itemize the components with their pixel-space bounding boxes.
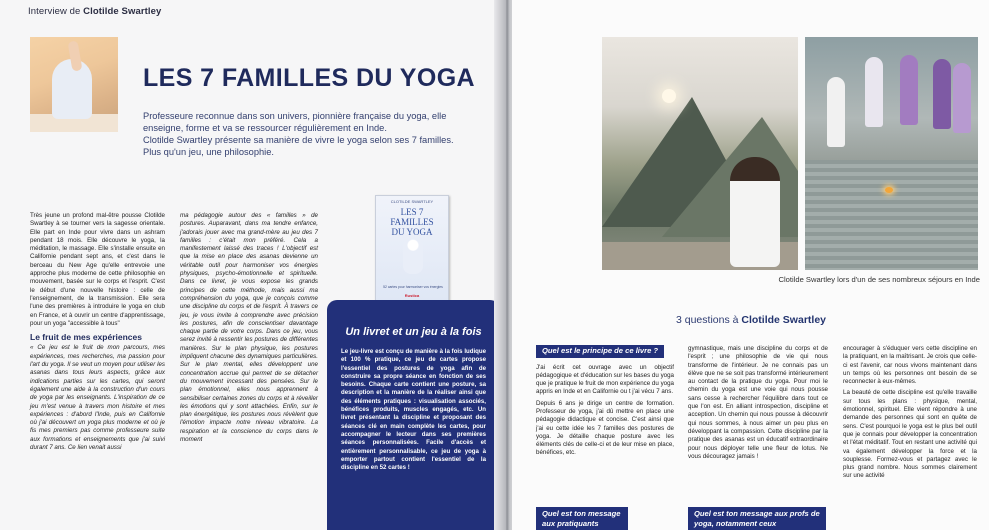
answer-paragraph: La beauté de cette discipline est qu'elle travaille sur tous les plans : physique, mental, émotionnel, spirituel. Elle vient répondre à une demande des personnes qui sont en quête de sens. C'est pourquoi le yoga est le plus bel outil que je connais pour développer la concentration et l'état méditatif. Tout en restant une activité qui va également développer la force et la souplesse. Formez-vous et partagez avec le plus grand nombre. Nous sommes clairement sur une activité (843, 389, 977, 480)
book-title: LES 7 FAMILLES DU YOGA (390, 207, 434, 237)
body-paragraph: Très jeune un profond mal-être pousse Clotilde Swartley à se tourner vers la sagesse orientale. Elle part en Inde pour vivre dans un ashram pendant 18 mois. Elle découvre le yoga, la méditation, le massage. Elle s'installe ensuite en Californie pendant sept ans, et c'est dans le berceau du New Age qu'elle entrevoie une approche plus moderne de cette philosophie en mouvement, basée sur le corps et l'esprit. C'est le début d'une nouvelle histoire : celle de l'enseignement, de la transmission. Elle sera l'une des premières à introduire le yoga en club en France, et à ouvrir un centre d'apprentissage, pour un yoga "accessible à tous" (30, 212, 165, 327)
qa-column-2 (688, 345, 828, 461)
answer-paragraph: encourager à s'éduquer vers cette discipline en la pratiquant, en la maîtrisant. Je crois que celle-ci est l'avenir, car nous vivons maintenant dans un temps où les personnes ont besoin de se reconnecter à eux-mêmes. (843, 345, 977, 386)
interview-header: Interview de Clotilde Swartley (28, 6, 162, 17)
article-title: LES 7 FAMILLES DU YOGA (143, 64, 475, 92)
question-tag: Quel est ton message aux pratiquants (536, 507, 628, 530)
book-info-box (327, 300, 500, 530)
book-subtitle: 52 cartes pour harmoniser vos énergies (383, 285, 443, 289)
section-subhead: Le fruit de mes expériences (30, 332, 142, 343)
qa-column-1 (536, 345, 674, 458)
river-ceremony-photo (805, 37, 978, 270)
book-figure (403, 238, 423, 274)
questions-heading: 3 questions à Clotilde Swartley (676, 314, 826, 326)
book-cover-image (375, 195, 449, 302)
book-publisher: Rustica (404, 293, 420, 298)
answer-paragraph: J'ai écrit cet ouvrage avec un objectif pédagogique et d'éducation sur les bases du yoga que je pratique le fruit de mon expérience du yoga appris en Inde et en Californie ou t j'ai vécu 7 ans. (536, 363, 674, 396)
photo-caption: Clotilde Swartley lors d'un de ses nombreux séjours en Inde (778, 275, 980, 284)
article-intro (143, 110, 463, 158)
body-paragraph: ma pédagogie autour des « familles » de postures. Auparavant, dans ma tendre enfance, j'adorais jouer avec ma grand-mère au jeu des 7 familles : c'était mon préféré. Cela a manifestement laissé des traces ! L'objectif est que la mise en place des asanas devienne un véritable outil pour harmoniser vos énergies physiques, psycho-émotionnelle et spirituelle. Dans ce livret, je vous expose les grands principes de cette méthode, mais aussi ma compréhension du yoga, que je conçois comme une discipline du corps et de l'esprit. À travers ce jeu, je vous invite à comprendre avec précision les postures, afin de conscientiser davantage chaque partie de votre corps. Dans ce jeu, vous serez invité à ressentir les postures de différentes manières. Sur le plan physique, les postures impliquent chacune des dynamiques particulières. Sur le plan mental, elles développent une concentration accrue qui permet de se détacher du mouvement incessant des pensées. Sur le plan émotionnel, elles nous apprennent à sensibiliser certaines zones du corps et à réveiller les émotions qui y sont attachées. Enfin, sur le plan énergétique, les postures nous révèlent que l'émotion impacte notre niveau vibratoire. La respiration et la conscience du corps dans le moment (180, 212, 318, 444)
quote-paragraph: « Ce jeu est le fruit de mon parcours, mes expériences, mes recherches, ma passion pour l'art du yoga. Il se veut un moyen pour utiliser les asanas dans tous leurs aspects, grâce aux indications parties sur les cartes, qui seront également une aide à la construction d'un cours de yoga par les enseignants. L'inspiration de ce jeu m'est venue à travers mon histoire et mes expériences : d'abord l'Inde, puis en Californie où j'ai découvert un yoga plus moderne et où je fis mes premiers pas comme professeure suite aux formations et enseignements que j'ai suivi durant 7 ans. Ce lien venait aussi (30, 344, 165, 452)
body-column-2 (180, 212, 318, 444)
question-tag: Quel est le principe de ce livre ? (536, 345, 664, 358)
answer-paragraph: gymnastique, mais une discipline du corps et de l'esprit ; une philosophie de vie qui nous transforme de l'intérieur. Je ne connais pas un élève que ne se soit pas transformé intérieurement au contact de la pratique du yoga. Pour moi le chemin du yoga est une voie qui nous pousse sans cesse à rechercher l'équilibre dans tout ce que l'on est. En alliant introspection, discipline et acception. Un chemin qui nous pousse à découvrir qui nous sommes, à nous aimer un peu plus en développant la compassion. Cette discipline par la pratique des asanas est un éducatif extraordinaire pour nous déployer telle une fleur de lotus. Ne vous découragez jamais ! (688, 345, 828, 460)
book-author: CLOTILDE SWARTLEY (390, 199, 434, 204)
interviewee-name: Clotilde Swartley (83, 6, 162, 17)
meditation-photo (602, 37, 798, 270)
answer-paragraph: Depuis 6 ans je dirige un centre de formation. Professeur de yoga, j'ai dû mettre en place une pédagogie didactique et concise. C'est ainsi que j'ai eu cette idée les 7 familles des postures de yoga. Je détaille chaque posture avec les éléments clés de celle-ci et de leur mise en place, bénéfices, etc. (536, 399, 674, 457)
yoga-pose-photo (30, 37, 118, 132)
box-title: Un livret et un jeu à la fois (345, 326, 482, 338)
question-tag: Quel est ton message aux profs de yoga, notamment ceux (688, 507, 826, 530)
box-text: Le jeu-livre est conçu de manière à la fois ludique et 100 % pratique, ce jeu de cartes propose l'essentiel des postures de yoga afin de construire sa propre séance en fonction de ses besoins. Chaque carte contient une posture, sa description et la manière de la réaliser ainsi que des éléments pratiques : visualisation associés, bénéfices produits, muscles engagés, etc. Un livret présentant la discipline et proposant des séances clé en main complète les cartes, pour accompagner le lecteur dans ses premières séances personnalisées. Facile d'accès et entièrement personnalisable, ce jeu de yoga à emporter partout contient l'essentiel de la discipline en 52 cartes ! (341, 348, 486, 472)
intro-paragraph-1: Professeure reconnue dans son univers, pionnière française du yoga, elle enseigne, forme et va se ressourcer régulièrement en Inde. (143, 111, 447, 133)
qa-column-3 (843, 345, 977, 481)
body-column-1 (30, 212, 165, 452)
intro-paragraph-2: Clotilde Swartley présente sa manière de vivre le yoga selon ses 7 familles. Plus qu'un jeu, une philosophie. (143, 135, 454, 157)
